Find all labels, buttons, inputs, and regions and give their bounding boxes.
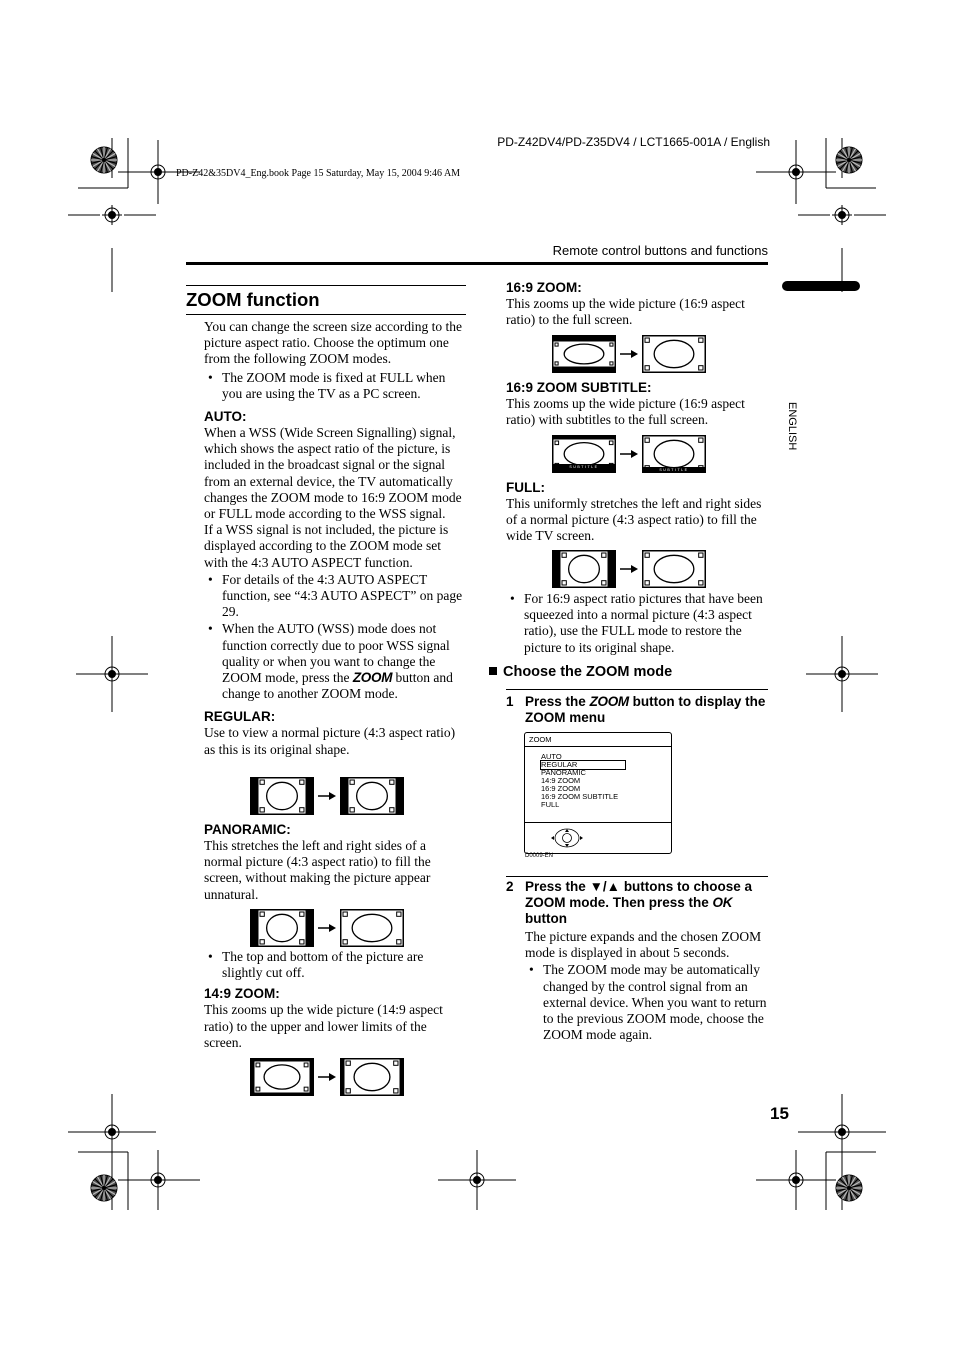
picture-frame (643, 436, 705, 472)
zoom-menu-item[interactable]: AUTO (541, 752, 562, 761)
zoom149-text: This zooms up the wide picture (14:9 aspect ratio) to the upper and lower limits of the screen. (204, 1002, 443, 1050)
panoramic-diagram (248, 907, 408, 949)
zoom169-diagram (550, 333, 710, 375)
arrow-icon (329, 1073, 336, 1081)
title-rule-bottom (186, 314, 466, 315)
intro-bullet: • The ZOOM mode is fixed at FULL when you are using the TV as a PC screen. (204, 370, 466, 402)
picture-frame (553, 341, 615, 367)
zoom169sub-heading: 16:9 ZOOM SUBTITLE: (506, 380, 652, 395)
zoom-menu-item[interactable]: FULL (541, 800, 560, 809)
left-column (204, 319, 466, 758)
panoramic-bullet: • The top and bottom of the picture are slightly cut off. (204, 949, 466, 981)
full-section (506, 480, 768, 545)
zoom-menu-item[interactable]: 16:9 ZOOM (541, 784, 581, 793)
picture-frame (560, 551, 608, 587)
arrow-icon (631, 565, 638, 573)
zoom-menu-bottom-rule (525, 822, 671, 823)
zoom169-text: This zooms up the wide picture (16:9 aspect ratio) to the full screen. (506, 296, 745, 328)
zoom169sub-diagram (550, 433, 710, 475)
starburst-center (847, 1186, 851, 1190)
page-number: 15 (770, 1104, 789, 1123)
auto-text-1: When a WSS (Wide Screen Signalling) signal, which shows the aspect ratio of the picture, is included in the broadcast signal or the signal from an external device, the TV automatically changes the ZOOM mode to 16:9 ZOOM mode or FULL mode according to the WSS signal. (204, 425, 462, 522)
zoom169-heading: 16:9 ZOOM: (506, 280, 582, 295)
step-2-desc: The picture expands and the chosen ZOOM mode is displayed in about 5 seconds. (525, 929, 762, 961)
arrow-icon (329, 924, 336, 932)
step-2-bullet: • The ZOOM mode may be automatically changed by the control signal from an external device. When you want to return to the previous ZOOM mode, choose the ZOOM mode again. (525, 962, 768, 1043)
choose-heading-text: Choose the ZOOM mode (503, 664, 673, 680)
full-diagram (550, 548, 710, 590)
auto-heading: AUTO: (204, 409, 247, 425)
picture-frame (643, 551, 705, 587)
model-header: PD-Z42DV4/PD-Z35DV4 / LCT1665-001A / English (497, 135, 770, 149)
zoom-menu-item[interactable]: 14:9 ZOOM (541, 776, 581, 785)
starburst-center (102, 158, 106, 162)
section-title: Remote control buttons and functions (552, 243, 768, 258)
auto-bullet-2-pre: When the AUTO (WSS) mode does not function correctly due to poor WSS signal quality or when you want to change the ZOOM mode, press the (222, 621, 450, 686)
full-heading: FULL: (506, 480, 545, 495)
step-2-post: button (525, 911, 567, 926)
down-up-arrows-icon: ▼/▲ (589, 879, 621, 894)
step-1-text (525, 694, 768, 726)
step-1-pre: Press the (525, 694, 586, 709)
picture-frame (258, 778, 306, 814)
picture-frame (258, 910, 306, 946)
choose-heading (489, 664, 672, 680)
square-bullet-icon (489, 667, 497, 675)
regular-heading: REGULAR: (204, 709, 276, 725)
picture-frame (643, 336, 705, 372)
arrow-icon (631, 350, 638, 358)
panoramic-text: This stretches the left and right sides of a normal picture (4:3 aspect ratio) to fill the screen, without making the picture appear unnatural. (204, 838, 431, 902)
step-2-mid: buttons to choose a ZOOM mode. Then press the (525, 879, 753, 910)
auto-bullet-1: • For details of the 4:3 AUTO ASPECT function, see “4:3 AUTO ASPECT” on page 29. (204, 572, 466, 621)
zoom169sub-text: This zooms up the wide picture (16:9 aspect ratio) with subtitles to the full screen. (506, 396, 745, 428)
title-rule-top (186, 285, 466, 286)
panoramic-section (204, 822, 466, 903)
zoom-menu-title: ZOOM (529, 735, 552, 744)
regular-diagram (248, 775, 408, 817)
zoom149-diagram (248, 1056, 408, 1098)
intro-text: You can change the screen size according to the picture aspect ratio. Choose the optimum one from the following ZOOM modes. (204, 319, 463, 367)
panoramic-heading: PANORAMIC: (204, 822, 291, 837)
full-bullet-section (506, 591, 768, 656)
zoom-menu-item[interactable]: REGULAR (541, 761, 625, 769)
subtitle-label: SUBTITLE (659, 468, 689, 472)
arrow-icon (631, 450, 638, 458)
full-text: This uniformly stretches the left and right sides of a normal picture (4:3 aspect ratio) to fill the wide TV screen. (506, 496, 762, 544)
step-1-post: button to display the ZOOM menu (525, 694, 766, 725)
menu-figure-code: D0009-EN (525, 853, 554, 859)
language-tab (782, 281, 860, 291)
choose-rule (506, 689, 768, 690)
arrow-icon (329, 792, 336, 800)
picture-frame (254, 1061, 310, 1093)
zoom169-section (506, 280, 768, 328)
header-rule (186, 262, 768, 265)
book-info: PD-Z42&35DV4_Eng.book Page 15 Saturday, May 15, 2004 9:46 AM (176, 168, 461, 179)
auto-bullet-2-post: button and change to another ZOOM mode. (222, 670, 453, 702)
zoom-menu-item[interactable]: PANORAMIC (541, 768, 586, 777)
step-2-pre: Press the (525, 879, 586, 894)
step-2-number: 2 (506, 879, 514, 894)
zoom-button-glyph: ZOOM (352, 670, 393, 686)
regular-text: Use to view a normal picture (4:3 aspect ratio) as this is its original shape. (204, 725, 456, 757)
starburst-center (102, 1186, 106, 1190)
zoom-menu-title-rule (525, 746, 671, 747)
ok-button-glyph: OK (712, 895, 733, 910)
zoom-menu-screen (524, 732, 672, 854)
language-tab-label: ENGLISH (786, 402, 798, 451)
auto-bullet-2 (204, 621, 466, 702)
step-1-number: 1 (506, 694, 514, 709)
full-bullet: • For 16:9 aspect ratio pictures that have been squeezed into a normal picture (4:3 aspect ratio), use the FULL mode to restore the picture to its original shape. (506, 591, 768, 656)
picture-frame (344, 1059, 400, 1095)
picture-frame (341, 910, 403, 946)
subtitle-label: SUBTITLE (569, 465, 599, 469)
zoom-button-glyph: ZOOM (589, 694, 629, 709)
zoom169sub-section (506, 380, 768, 428)
picture-frame (348, 778, 396, 814)
page-title: ZOOM function (186, 289, 320, 310)
panoramic-bullet-section (204, 949, 466, 1051)
step-2-body (525, 929, 768, 1043)
step-rule (506, 876, 768, 877)
remote-dpad-icon (547, 826, 587, 850)
zoom149-heading: 14:9 ZOOM: (204, 986, 280, 1002)
zoom-menu-item[interactable]: 16:9 ZOOM SUBTITLE (541, 792, 619, 801)
step-2-text (525, 879, 768, 927)
starburst-center (847, 158, 851, 162)
auto-text-2: If a WSS signal is not included, the picture is displayed according to the ZOOM mode set with the 4:3 AUTO ASPECT function. (204, 522, 449, 570)
